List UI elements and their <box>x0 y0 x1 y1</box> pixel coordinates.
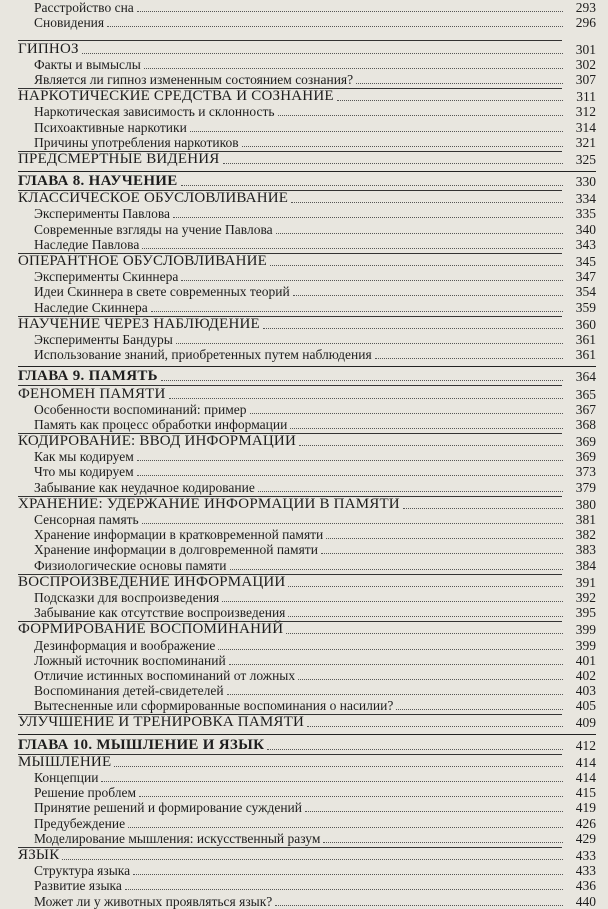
toc-section-title: ФОРМИРОВАНИЕ ВОСПОМИНАНИЙ <box>18 621 284 638</box>
toc-section-title: ГИПНОЗ <box>18 40 79 57</box>
toc-subsection-title: Дезинформация и воображение <box>34 637 216 653</box>
dot-leader <box>276 233 563 234</box>
toc-section-entry <box>18 715 596 730</box>
toc-subsection-title: Идеи Скиннера в свете современных теорий <box>34 284 290 300</box>
toc-subsection-title: Принятие решений и формирование суждений <box>34 800 302 816</box>
toc-subsection-title: Решение проблем <box>34 785 137 801</box>
toc-subsection-entry <box>18 557 596 572</box>
toc-section-title: МЫШЛЕНИЕ <box>18 753 112 770</box>
toc-chapter-title: ГЛАВА 10. МЫШЛЕНИЕ И ЯЗЫК <box>18 736 265 753</box>
toc-subsection-entry <box>18 135 596 150</box>
toc-subsection-entry <box>18 449 596 464</box>
toc-section-entry <box>18 89 596 104</box>
page-number: 419 <box>575 800 596 816</box>
dot-leader <box>321 553 563 554</box>
dot-leader <box>151 311 563 312</box>
dot-leader <box>125 889 563 890</box>
chapter-divider <box>18 171 596 172</box>
dot-leader <box>230 569 564 570</box>
dot-leader <box>142 523 563 524</box>
dot-leader <box>173 217 563 218</box>
page-number: 429 <box>575 830 596 846</box>
toc-subsection-entry <box>18 605 596 620</box>
toc-subsection-entry <box>18 527 596 542</box>
toc-subsection-title: Хранение информации в долговременной памяти <box>34 542 318 558</box>
toc-subsection-entry <box>18 269 596 284</box>
page-number: 345 <box>575 254 596 269</box>
dot-leader <box>275 905 563 906</box>
toc-section-title: ЯЗЫК <box>18 846 60 863</box>
toc-subsection-title: Воспоминания детей-свидетелей <box>34 683 224 699</box>
dot-leader <box>142 248 563 249</box>
toc-subsection-entry <box>18 653 596 668</box>
dot-leader <box>169 398 563 399</box>
page-number: 383 <box>575 542 596 558</box>
dot-leader <box>114 766 563 767</box>
page-number: 343 <box>575 236 596 252</box>
dot-leader <box>101 781 563 782</box>
page-number: 354 <box>575 284 596 300</box>
page-number: 347 <box>575 269 596 285</box>
page-number: 311 <box>576 89 596 105</box>
toc-subsection-title: Структура языка <box>34 863 131 879</box>
toc-section-entry <box>18 622 596 637</box>
toc-subsection-title: Что мы кодируем <box>34 464 134 480</box>
toc-subsection-title: Развитие языка <box>34 878 122 894</box>
dot-leader <box>356 83 563 84</box>
toc-chapter-title: ГЛАВА 9. ПАМЯТЬ <box>18 368 158 385</box>
page-number: 302 <box>575 56 596 72</box>
toc-subsection-entry <box>18 402 596 417</box>
toc-subsection-title: Использование знаний, приобретенных путем наблюдения <box>34 347 372 363</box>
page-number: 399 <box>575 637 596 653</box>
page-number: 330 <box>575 174 596 190</box>
page-number: 307 <box>575 71 596 87</box>
toc-subsection-entry <box>18 15 596 30</box>
toc-subsection-title: Забывание как отсутствие воспроизведения <box>34 605 286 621</box>
toc-subsection-title: Эксперименты Бандуры <box>34 331 173 347</box>
dot-leader <box>293 295 563 296</box>
dot-leader <box>291 202 563 203</box>
toc-section-title: ПРЕДСМЕРТНЫЕ ВИДЕНИЯ <box>18 150 220 167</box>
toc-section-entry <box>18 152 596 167</box>
page-number: 373 <box>575 464 596 480</box>
page-number: 415 <box>575 785 596 801</box>
toc-subsection-entry <box>18 770 596 785</box>
toc-subsection-entry <box>18 863 596 878</box>
page-number: 391 <box>575 574 596 590</box>
page-number: 436 <box>575 878 596 894</box>
toc-subsection-entry <box>18 347 596 362</box>
toc-subsection-title: Расстройство сна <box>34 0 134 16</box>
toc-subsection-title: Как мы кодируем <box>34 449 134 465</box>
toc-subsection-entry <box>18 119 596 134</box>
toc-chapter-title: ГЛАВА 8. НАУЧЕНИЕ <box>18 173 178 190</box>
toc-subsection-title: Концепции <box>34 770 99 785</box>
toc-subsection-entry <box>18 479 596 494</box>
page-number: 440 <box>575 893 596 909</box>
dot-leader <box>242 146 563 147</box>
page-number: 368 <box>575 416 596 432</box>
page-number: 409 <box>575 715 596 731</box>
toc-subsection-entry <box>18 893 596 908</box>
toc-subsection-title: Эксперименты Скиннера <box>34 269 179 285</box>
toc-chapter-entry <box>18 369 596 384</box>
toc-subsection-entry <box>18 637 596 652</box>
toc-section-title: НАУЧЕНИЕ ЧЕРЕЗ НАБЛЮДЕНИЕ <box>18 315 260 332</box>
page-number: 384 <box>575 557 596 573</box>
page-number: 392 <box>575 589 596 605</box>
toc-subsection-entry <box>18 785 596 800</box>
toc-section-entry <box>18 848 596 863</box>
toc-subsection-entry <box>18 668 596 683</box>
page-number: 414 <box>575 754 596 770</box>
toc-subsection-entry <box>18 800 596 815</box>
toc-subsection-title: Эксперименты Павлова <box>34 206 171 222</box>
dot-leader <box>128 827 563 828</box>
toc-subsection-title: Предубеждение <box>34 815 126 831</box>
page-number: 335 <box>575 206 596 222</box>
dot-leader <box>288 586 563 587</box>
dot-leader <box>181 185 563 186</box>
toc-section-title: КОДИРОВАНИЕ: ВВОД ИНФОРМАЦИИ <box>18 433 296 450</box>
page-number: 334 <box>575 191 596 207</box>
dot-leader <box>227 694 563 695</box>
toc-subsection-entry <box>18 72 596 87</box>
dot-leader <box>403 508 563 509</box>
page-number: 359 <box>575 299 596 315</box>
page-number: 314 <box>575 119 596 135</box>
toc-section-entry <box>18 434 596 449</box>
toc-subsection-entry <box>18 542 596 557</box>
spacer <box>18 30 596 39</box>
toc-subsection-title: Психоактивные наркотики <box>34 119 187 135</box>
toc-subsection-title: Моделирование мышления: искусственный разум <box>34 830 321 846</box>
page-number: 433 <box>575 863 596 879</box>
toc-subsection-title: Хранение информации в кратковременной памяти <box>34 527 324 543</box>
dot-leader <box>222 601 563 602</box>
toc-subsection-entry <box>18 104 596 119</box>
toc-section-entry <box>18 497 596 512</box>
page-number: 380 <box>575 496 596 512</box>
toc-subsection-entry <box>18 0 596 15</box>
page-number: 395 <box>575 605 596 621</box>
page-number: 325 <box>575 151 596 167</box>
dot-leader <box>181 280 563 281</box>
toc-subsection-entry <box>18 878 596 893</box>
dot-leader <box>290 428 563 429</box>
page-number: 360 <box>575 316 596 332</box>
toc-subsection-title: Наследие Павлова <box>34 236 140 252</box>
dot-leader <box>298 679 563 680</box>
dot-leader <box>139 796 563 797</box>
toc-section-title: КЛАССИЧЕСКОЕ ОБУСЛОВЛИВАНИЕ <box>18 190 289 207</box>
toc-subsection-title: Современные взгляды на учение Павлова <box>34 221 273 237</box>
dot-leader <box>144 68 563 69</box>
page-number: 414 <box>575 770 596 785</box>
page-number: 369 <box>575 434 596 450</box>
toc-subsection-entry <box>18 57 596 72</box>
page-number: 364 <box>575 369 596 385</box>
page-number: 379 <box>575 479 596 495</box>
dot-leader <box>137 460 563 461</box>
toc-section-entry <box>18 191 596 206</box>
toc-subsection-entry <box>18 815 596 830</box>
page-number: 301 <box>575 41 596 57</box>
toc-subsection-title: Вытесненные или сформированные воспоминания о насилии? <box>34 698 394 714</box>
page-number: 369 <box>575 449 596 465</box>
toc-subsection-entry <box>18 512 596 527</box>
dot-leader <box>133 874 563 875</box>
dot-leader <box>161 380 563 381</box>
dot-leader <box>223 163 564 164</box>
toc-subsection-entry <box>18 831 596 846</box>
page-number: 365 <box>575 386 596 402</box>
toc-subsection-entry <box>18 464 596 479</box>
toc-section-title: ВОСПРОИЗВЕДЕНИЕ ИНФОРМАЦИИ <box>18 573 286 590</box>
dot-leader <box>137 475 563 476</box>
dot-leader <box>176 343 563 344</box>
toc-subsection-entry <box>18 698 596 713</box>
dot-leader <box>307 726 563 727</box>
toc-subsection-title: Подсказки для воспроизведения <box>34 589 220 605</box>
toc-subsection-entry <box>18 299 596 314</box>
dot-leader <box>326 538 563 539</box>
dot-leader <box>337 100 563 101</box>
page-number: 293 <box>575 0 596 16</box>
toc-subsection-title: Память как процесс обработки информации <box>34 416 288 432</box>
page-number: 312 <box>575 104 596 120</box>
page-number: 361 <box>575 331 596 347</box>
toc-subsection-entry <box>18 206 596 221</box>
toc-subsection-title: Наркотическая зависимость и склонность <box>34 104 275 120</box>
toc-subsection-title: Может ли у животных проявляться язык? <box>34 893 273 909</box>
dot-leader <box>190 131 563 132</box>
toc-subsection-title: Является ли гипноз измененным состоянием сознания? <box>34 71 354 87</box>
dot-leader <box>267 749 563 750</box>
toc-subsection-entry <box>18 284 596 299</box>
toc-subsection-title: Особенности воспоминаний: пример <box>34 401 247 417</box>
dot-leader <box>270 265 563 266</box>
toc-subsection-title: Забывание как неудачное кодирование <box>34 479 255 495</box>
toc-chapter-entry <box>18 737 596 752</box>
toc-subsection-title: Отличие истинных воспоминаний от ложных <box>34 667 296 683</box>
toc-subsection-title: Причины употребления наркотиков <box>34 134 239 150</box>
toc-section-entry <box>18 755 596 770</box>
toc-subsection-title: Физиологические основы памяти <box>34 557 227 573</box>
dot-leader <box>278 115 563 116</box>
dot-leader <box>263 328 563 329</box>
page-number: 401 <box>575 652 596 668</box>
dot-leader <box>375 358 563 359</box>
toc-section-entry <box>18 317 596 332</box>
page-number: 381 <box>575 512 596 527</box>
dot-leader <box>288 616 563 617</box>
dot-leader <box>305 811 563 812</box>
toc-subsection-title: Сенсорная память <box>34 512 139 527</box>
toc-section-entry <box>18 386 596 401</box>
toc-section-title: УЛУЧШЕНИЕ И ТРЕНИРОВКА ПАМЯТИ <box>18 714 305 731</box>
toc-subsection-title: Ложный источник воспоминаний <box>34 652 226 668</box>
dot-leader <box>82 53 563 54</box>
toc-chapter-entry <box>18 174 596 189</box>
page-number: 402 <box>575 667 596 683</box>
page-number: 361 <box>575 347 596 363</box>
dot-leader <box>107 26 563 27</box>
dot-leader <box>299 445 563 446</box>
toc-subsection-entry <box>18 237 596 252</box>
toc-subsection-entry <box>18 332 596 347</box>
dot-leader <box>229 664 563 665</box>
dot-leader <box>286 633 563 634</box>
dot-leader <box>218 649 563 650</box>
page-number: 340 <box>575 221 596 237</box>
toc-section-title: НАРКОТИЧЕСКИЕ СРЕДСТВА И СОЗНАНИЕ <box>18 88 334 105</box>
toc-subsection-title: Наследие Скиннера <box>34 299 148 315</box>
toc-subsection-entry <box>18 683 596 698</box>
toc-section-entry <box>18 575 596 590</box>
page-number: 296 <box>575 15 596 31</box>
page-number: 382 <box>575 527 596 543</box>
page-number: 405 <box>575 698 596 714</box>
toc-subsection-entry <box>18 417 596 432</box>
toc-section-entry <box>18 254 596 269</box>
page-number: 403 <box>575 683 596 699</box>
page-number: 367 <box>575 401 596 417</box>
toc-section-entry <box>18 41 596 56</box>
page-number: 426 <box>575 815 596 831</box>
dot-leader <box>137 11 563 12</box>
toc-subsection-entry <box>18 221 596 236</box>
toc-section-title: ХРАНЕНИЕ: УДЕРЖАНИЕ ИНФОРМАЦИИ В ПАМЯТИ <box>18 495 400 512</box>
dot-leader <box>258 491 563 492</box>
toc-subsection-entry <box>18 590 596 605</box>
toc-section-title: ОПЕРАНТНОЕ ОБУСЛОВЛИВАНИЕ <box>18 253 267 269</box>
toc-section-title: ФЕНОМЕН ПАМЯТИ <box>18 385 166 402</box>
dot-leader <box>396 709 563 710</box>
toc-subsection-title: Факты и вымыслы <box>34 56 141 72</box>
dot-leader <box>250 413 563 414</box>
page-number: 433 <box>575 847 596 863</box>
page-number: 412 <box>575 737 596 753</box>
page-number: 321 <box>575 134 596 150</box>
toc-subsection-title: Сновидения <box>34 15 105 31</box>
dot-leader <box>62 859 563 860</box>
page-number: 399 <box>575 622 596 638</box>
chapter-divider <box>18 734 596 735</box>
dot-leader <box>323 842 563 843</box>
chapter-divider <box>18 366 596 367</box>
